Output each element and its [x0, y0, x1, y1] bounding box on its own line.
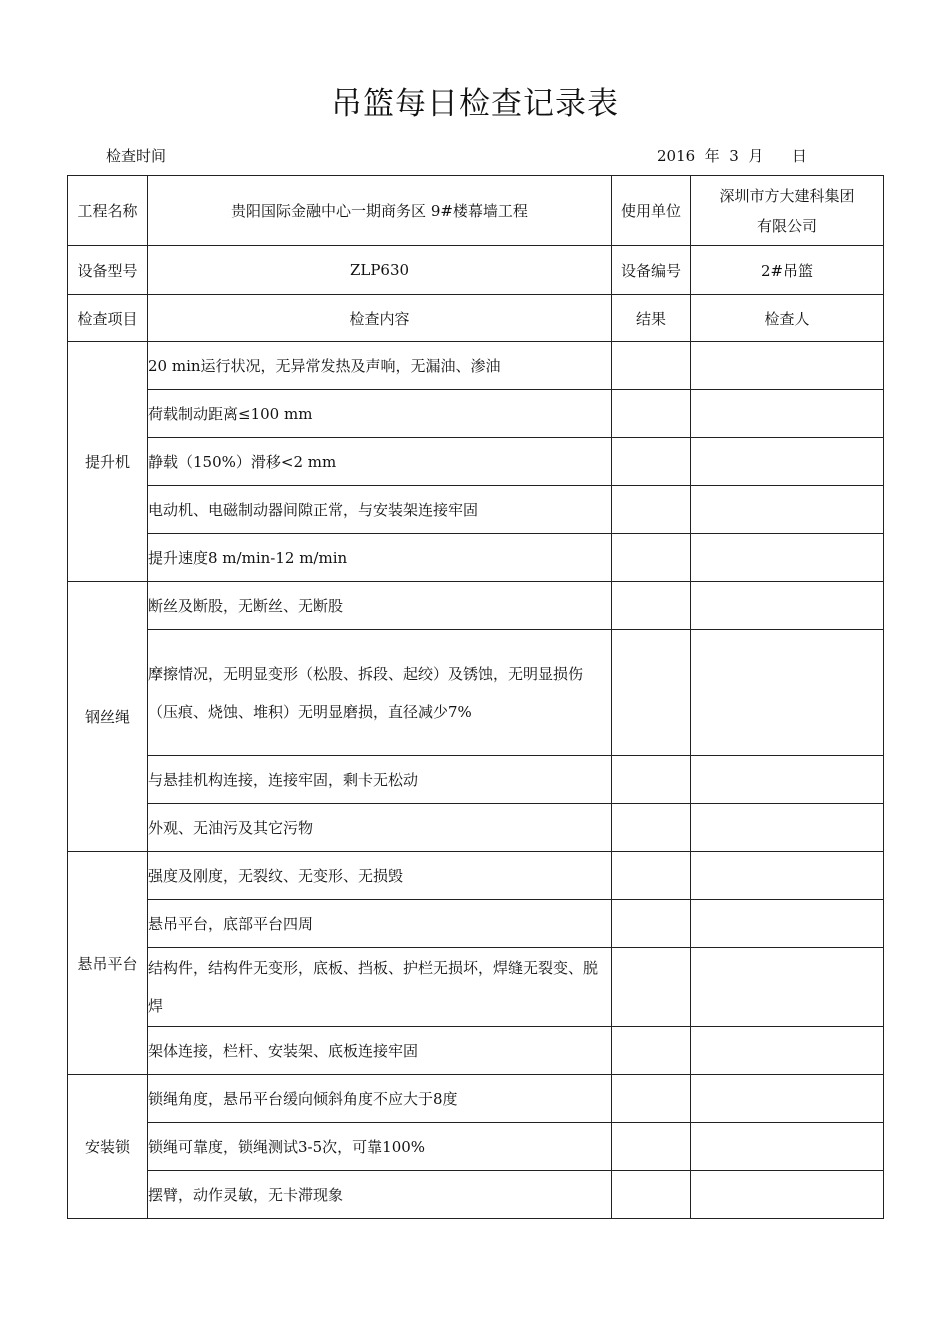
inspector-cell[interactable]	[691, 804, 884, 852]
check-item: 荷载制动距离≤100 mm	[148, 390, 612, 438]
table-row	[68, 1171, 884, 1219]
table-row	[68, 852, 884, 900]
project-name-label: 工程名称	[68, 176, 148, 246]
project-row	[68, 176, 884, 246]
group-name: 提升机	[68, 342, 148, 582]
table-row	[68, 804, 884, 852]
inspection-time-label: 检查时间	[106, 147, 167, 165]
result-cell[interactable]	[612, 1075, 691, 1123]
result-cell[interactable]	[612, 1123, 691, 1171]
col-inspector-header: 检查人	[691, 295, 884, 342]
result-cell[interactable]	[612, 582, 691, 630]
result-cell[interactable]	[612, 438, 691, 486]
result-cell[interactable]	[612, 900, 691, 948]
inspector-cell[interactable]	[691, 390, 884, 438]
inspection-table	[67, 175, 884, 1219]
check-item: 摆臂，动作灵敏，无卡滞现象	[148, 1171, 612, 1219]
group-name: 安装锁	[68, 1075, 148, 1219]
check-item: 锁绳可靠度，锁绳测试3-5次，可靠100%	[148, 1123, 612, 1171]
result-cell[interactable]	[612, 1171, 691, 1219]
result-cell[interactable]	[612, 756, 691, 804]
check-item: 静载（150%）滑移<2 mm	[148, 438, 612, 486]
inspector-cell[interactable]	[691, 486, 884, 534]
table-row	[68, 486, 884, 534]
equipment-model-label: 设备型号	[68, 246, 148, 295]
equipment-model-value: ZLP630	[148, 246, 612, 295]
inspector-cell[interactable]	[691, 852, 884, 900]
table-row	[68, 630, 884, 756]
table-row	[68, 534, 884, 582]
user-unit-line1: 深圳市方大建科集团	[719, 186, 855, 205]
table-row	[68, 900, 884, 948]
inspector-cell[interactable]	[691, 342, 884, 390]
check-item: 电动机、电磁制动器间隙正常，与安装架连接牢固	[148, 486, 612, 534]
inspector-cell[interactable]	[691, 534, 884, 582]
table-row	[68, 1075, 884, 1123]
check-item: 外观、无油污及其它污物	[148, 804, 612, 852]
table-row	[68, 438, 884, 486]
user-unit-value	[691, 176, 884, 246]
user-unit-line2: 有限公司	[756, 216, 817, 235]
check-item: 强度及刚度，无裂纹、无变形、无损毁	[148, 852, 612, 900]
equipment-no-label: 设备编号	[612, 246, 691, 295]
equipment-no-value: 2#吊篮	[691, 246, 884, 295]
check-item: 结构件，结构件无变形，底板、挡板、护栏无损坏，焊缝无裂变、脱焊	[148, 948, 612, 1027]
inspector-cell[interactable]	[691, 582, 884, 630]
table-row	[68, 948, 884, 1027]
group-name: 悬吊平台	[68, 852, 148, 1075]
result-cell[interactable]	[612, 948, 691, 1027]
document-title: 吊篮每日检查记录表	[331, 86, 619, 122]
inspection-date: 2016 年 3 月 日	[657, 147, 807, 165]
result-cell[interactable]	[612, 486, 691, 534]
inspector-cell[interactable]	[691, 948, 884, 1027]
inspector-cell[interactable]	[691, 1027, 884, 1075]
check-item: 悬吊平台，底部平台四周	[148, 900, 612, 948]
inspector-cell[interactable]	[691, 438, 884, 486]
result-cell[interactable]	[612, 534, 691, 582]
result-cell[interactable]	[612, 342, 691, 390]
check-item: 与悬挂机构连接，连接牢固，剩卡无松动	[148, 756, 612, 804]
table-row	[68, 582, 884, 630]
table-row	[68, 756, 884, 804]
result-cell[interactable]	[612, 804, 691, 852]
inspector-cell[interactable]	[691, 1075, 884, 1123]
result-cell[interactable]	[612, 630, 691, 756]
group-name: 钢丝绳	[68, 582, 148, 852]
check-item: 20 min运行状况，无异常发热及声响，无漏油、渗油	[148, 342, 612, 390]
col-content-header: 检查内容	[148, 295, 612, 342]
result-cell[interactable]	[612, 390, 691, 438]
inspector-cell[interactable]	[691, 630, 884, 756]
user-unit-label: 使用单位	[612, 176, 691, 246]
table-row	[68, 1123, 884, 1171]
check-item: 架体连接，栏杆、安装架、底板连接牢固	[148, 1027, 612, 1075]
inspector-cell[interactable]	[691, 756, 884, 804]
table-row	[68, 342, 884, 390]
table-row	[68, 1027, 884, 1075]
result-cell[interactable]	[612, 1027, 691, 1075]
table-row	[68, 390, 884, 438]
column-header-row	[68, 295, 884, 342]
equipment-row	[68, 246, 884, 295]
check-item: 断丝及断股，无断丝、无断股	[148, 582, 612, 630]
check-item: 提升速度8 m/min-12 m/min	[148, 534, 612, 582]
check-item: 锁绳角度，悬吊平台缓向倾斜角度不应大于8度	[148, 1075, 612, 1123]
project-name-value: 贵阳国际金融中心一期商务区 9#楼幕墙工程	[148, 176, 612, 246]
inspector-cell[interactable]	[691, 900, 884, 948]
result-cell[interactable]	[612, 852, 691, 900]
inspector-cell[interactable]	[691, 1171, 884, 1219]
check-item: 摩擦情况，无明显变形（松股、拆段、起绞）及锈蚀，无明显损伤（压痕、烧蚀、堆积）无明显磨损，直径减少7%	[148, 630, 612, 756]
col-result-header: 结果	[612, 295, 691, 342]
inspector-cell[interactable]	[691, 1123, 884, 1171]
col-item-header: 检查项目	[68, 295, 148, 342]
